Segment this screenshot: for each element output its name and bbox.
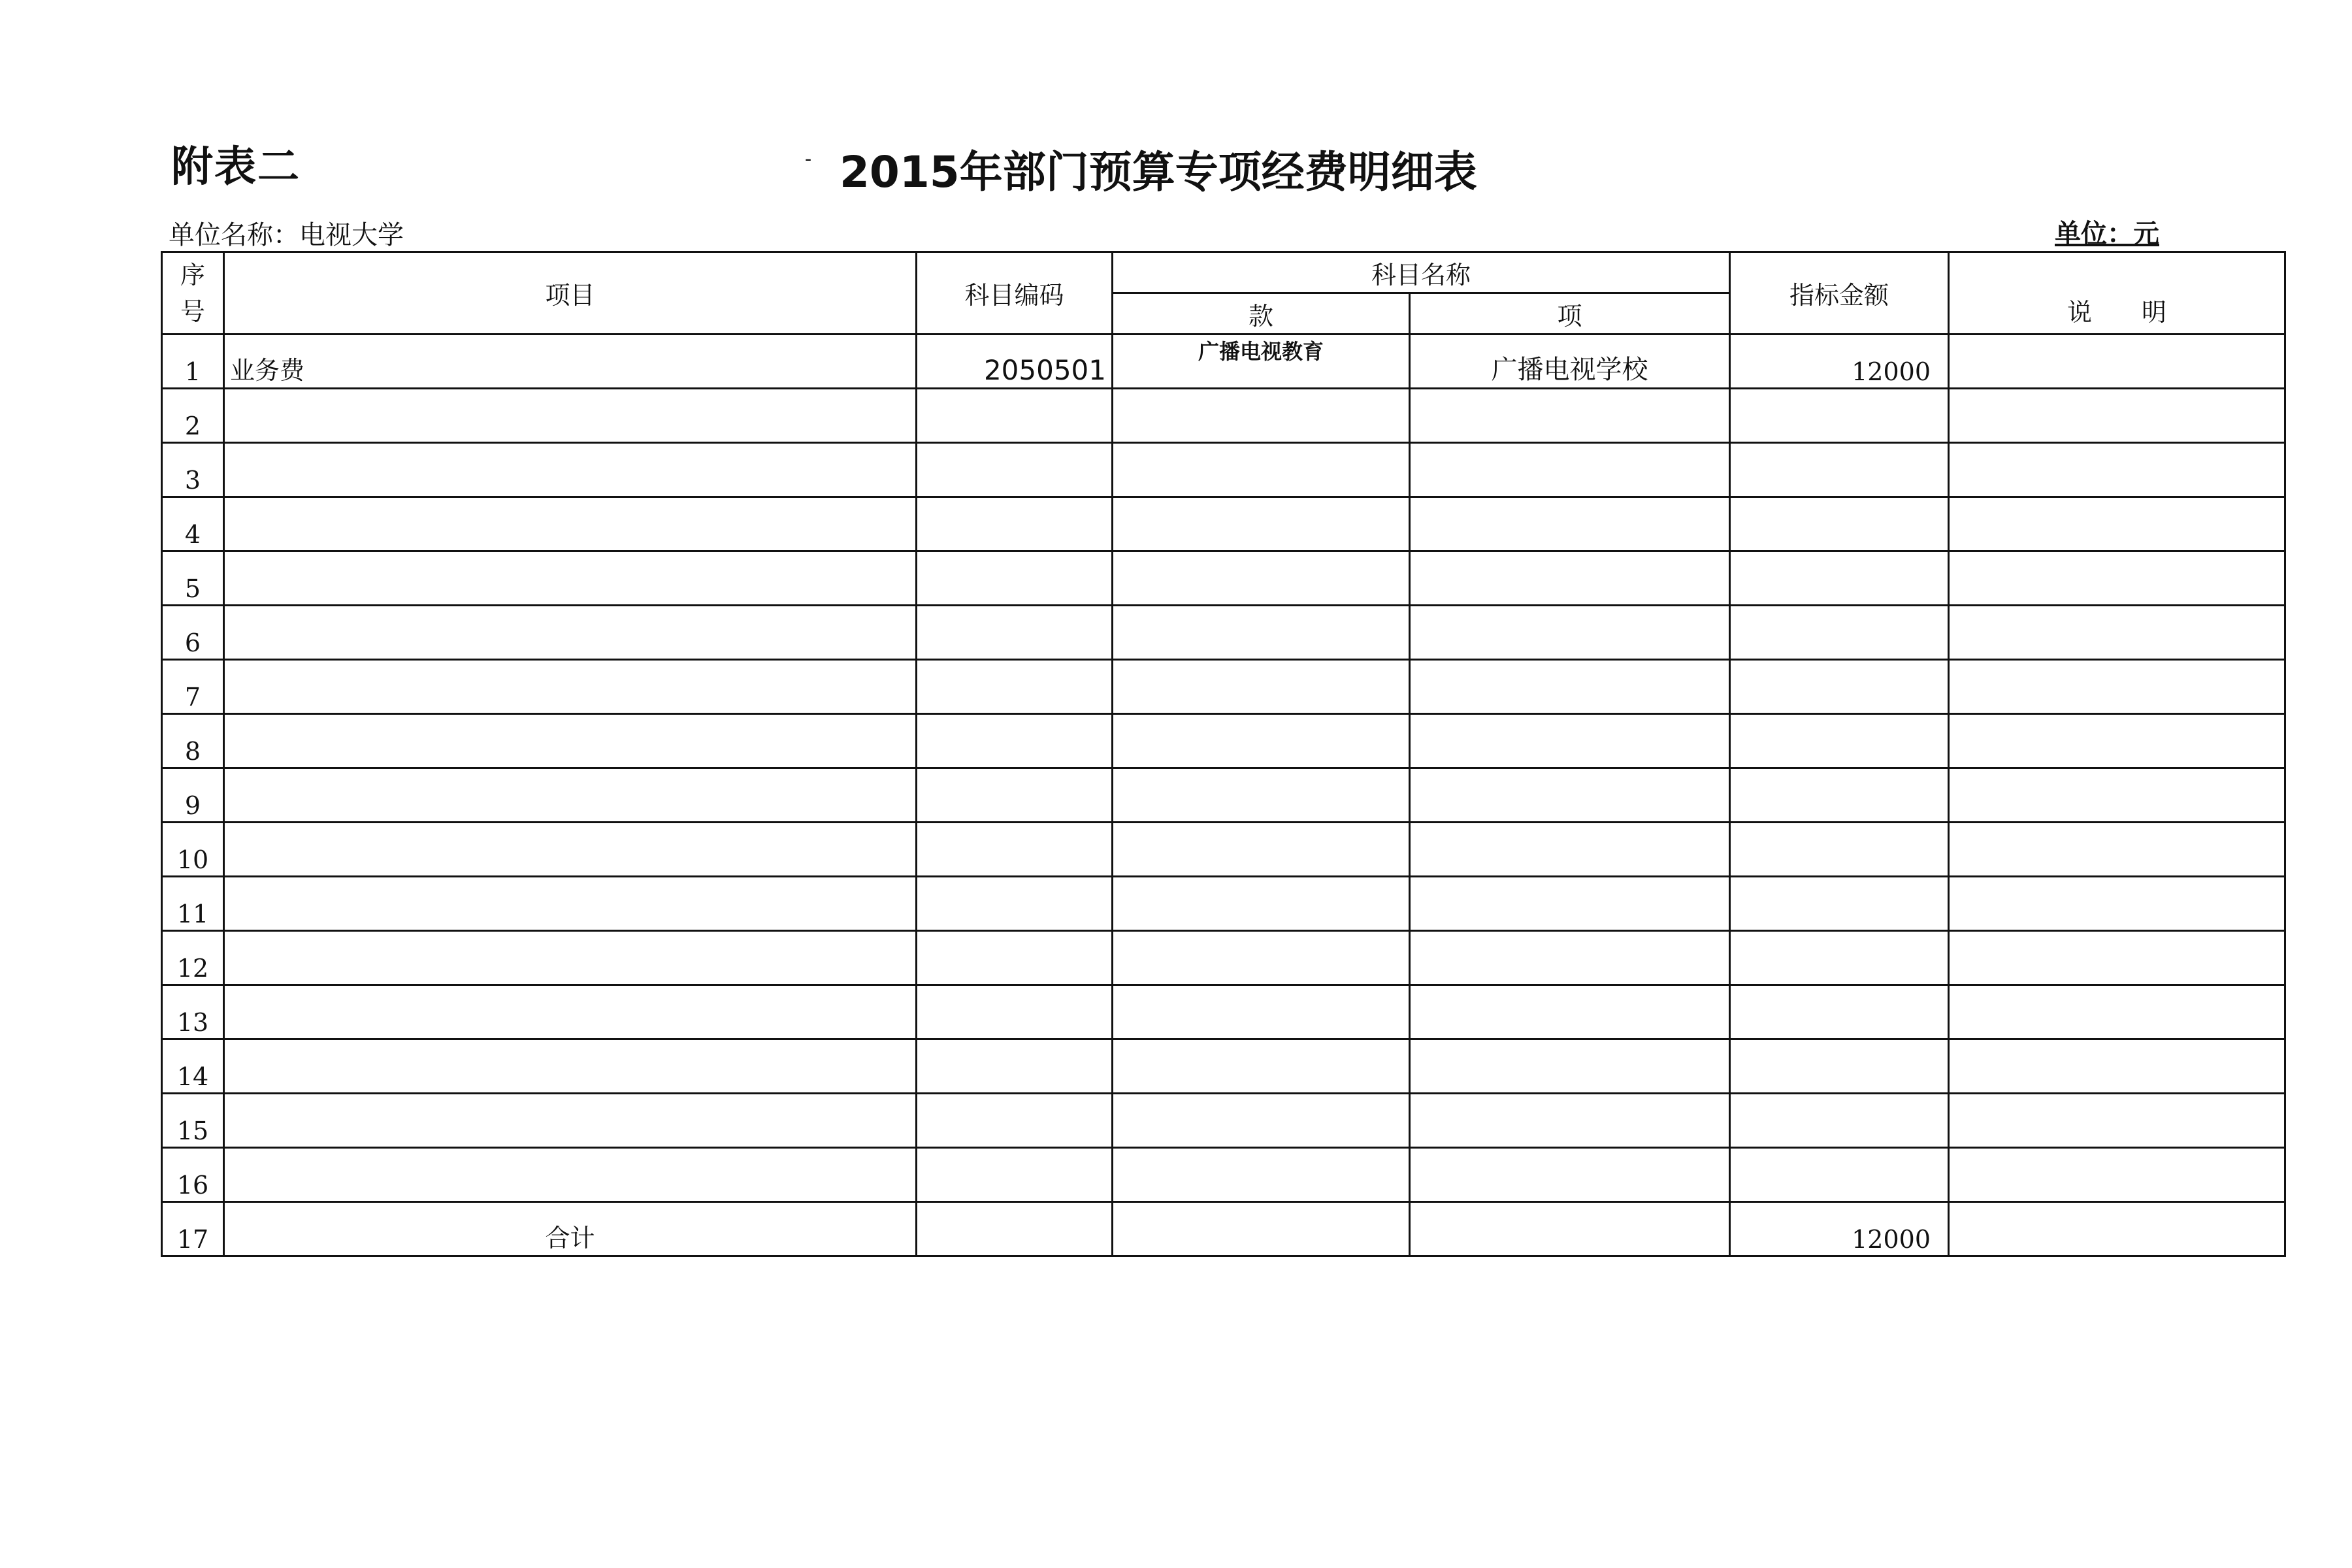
- item-cell: [224, 931, 917, 985]
- header-row: [162, 252, 2285, 293]
- item-cell: [224, 877, 917, 931]
- currency-unit: 单位：元: [2055, 218, 2159, 249]
- header-seq: [162, 252, 224, 335]
- xiang-cell: [1410, 443, 1730, 497]
- amount-cell: [1730, 389, 1949, 443]
- amount-cell: [1730, 877, 1949, 931]
- table-row: [162, 1039, 2285, 1094]
- kuan-cell: [1113, 443, 1410, 497]
- page-title: 2015年部门预算专项经费明细表: [840, 147, 1477, 197]
- table-row: [162, 985, 2285, 1039]
- amount-cell: [1730, 714, 1949, 768]
- seq-cell: 15: [162, 1094, 224, 1148]
- note-cell: [1949, 335, 2285, 389]
- item-cell: [224, 1094, 917, 1148]
- note-cell: [1949, 1094, 2285, 1148]
- note-cell: [1949, 606, 2285, 660]
- code-cell: [917, 931, 1113, 985]
- note-cell: [1949, 551, 2285, 606]
- code-cell: [917, 1148, 1113, 1202]
- amount-cell: [1730, 768, 1949, 823]
- total-kuan: [1113, 1202, 1410, 1256]
- total-code: [917, 1202, 1113, 1256]
- seq-cell: 9: [162, 768, 224, 823]
- xiang-cell: [1410, 551, 1730, 606]
- amount-cell: [1730, 985, 1949, 1039]
- header-kuan: 款: [1113, 293, 1410, 335]
- amount-cell: [1730, 497, 1949, 551]
- seq-cell: 14: [162, 1039, 224, 1094]
- code-cell: [917, 606, 1113, 660]
- kuan-cell: [1113, 714, 1410, 768]
- header-amount: 指标金额: [1730, 252, 1949, 335]
- item-cell: [224, 389, 917, 443]
- xiang-cell: [1410, 768, 1730, 823]
- seq-cell: 5: [162, 551, 224, 606]
- note-cell: [1949, 877, 2285, 931]
- code-cell: [917, 823, 1113, 877]
- header-subject-name: 科目名称: [1113, 252, 1730, 293]
- seq-cell: 1: [162, 335, 224, 389]
- note-cell: [1949, 443, 2285, 497]
- amount-cell: [1730, 823, 1949, 877]
- note-cell: [1949, 497, 2285, 551]
- amount-cell: [1730, 1039, 1949, 1094]
- seq-cell: 4: [162, 497, 224, 551]
- header-item: 项目: [224, 252, 917, 335]
- header-xiang: 项: [1410, 293, 1730, 335]
- item-cell: [224, 714, 917, 768]
- table-row: [162, 497, 2285, 551]
- code-cell: [917, 714, 1113, 768]
- code-cell: [917, 443, 1113, 497]
- item-cell: [224, 985, 917, 1039]
- kuan-cell: [1113, 1148, 1410, 1202]
- item-cell: 业务费: [224, 335, 917, 389]
- header-seq-bottom: 号: [180, 297, 205, 326]
- header-seq-top: 序: [180, 260, 205, 289]
- xiang-cell: 广播电视学校: [1410, 335, 1730, 389]
- table-row: [162, 389, 2285, 443]
- table-row: [162, 877, 2285, 931]
- kuan-cell: [1113, 551, 1410, 606]
- xiang-cell: [1410, 877, 1730, 931]
- kuan-cell: [1113, 823, 1410, 877]
- table-row: [162, 551, 2285, 606]
- code-cell: [917, 985, 1113, 1039]
- table-row: [162, 660, 2285, 714]
- note-cell: [1949, 985, 2285, 1039]
- note-cell: [1949, 389, 2285, 443]
- amount-cell: 12000: [1730, 335, 1949, 389]
- table-row: [162, 1094, 2285, 1148]
- code-cell: [917, 768, 1113, 823]
- table-row: [162, 443, 2285, 497]
- table-row: [162, 823, 2285, 877]
- table-row: [162, 931, 2285, 985]
- kuan-cell: 广播电视教育: [1113, 335, 1410, 389]
- table-row: [162, 335, 2285, 389]
- seq-cell: 7: [162, 660, 224, 714]
- xiang-cell: [1410, 606, 1730, 660]
- code-cell: [917, 551, 1113, 606]
- xiang-cell: [1410, 1039, 1730, 1094]
- kuan-cell: [1113, 931, 1410, 985]
- item-cell: [224, 606, 917, 660]
- seq-cell: 6: [162, 606, 224, 660]
- total-seq: 17: [162, 1202, 224, 1256]
- kuan-cell: [1113, 389, 1410, 443]
- table-row: [162, 714, 2285, 768]
- item-cell: [224, 443, 917, 497]
- note-cell: [1949, 1039, 2285, 1094]
- xiang-cell: [1410, 823, 1730, 877]
- attachment-label: 附表二: [171, 143, 301, 191]
- table-row: [162, 768, 2285, 823]
- budget-table: [161, 251, 2286, 1257]
- amount-cell: [1730, 1094, 1949, 1148]
- xiang-cell: [1410, 497, 1730, 551]
- seq-cell: 8: [162, 714, 224, 768]
- item-cell: [224, 497, 917, 551]
- item-cell: [224, 551, 917, 606]
- header-subject-code: 科目编码: [917, 252, 1113, 335]
- kuan-cell: [1113, 985, 1410, 1039]
- item-cell: [224, 823, 917, 877]
- seq-cell: 11: [162, 877, 224, 931]
- seq-cell: 10: [162, 823, 224, 877]
- seq-cell: 2: [162, 389, 224, 443]
- note-cell: [1949, 660, 2285, 714]
- total-label: 合计: [224, 1202, 917, 1256]
- amount-cell: [1730, 551, 1949, 606]
- kuan-cell: [1113, 660, 1410, 714]
- amount-cell: [1730, 1148, 1949, 1202]
- title-mark: -: [805, 148, 812, 171]
- code-cell: [917, 877, 1113, 931]
- kuan-cell: [1113, 606, 1410, 660]
- amount-cell: [1730, 660, 1949, 714]
- code-cell: [917, 497, 1113, 551]
- seq-cell: 12: [162, 931, 224, 985]
- header-note-label: 说 明: [2067, 298, 2167, 327]
- code-cell: [917, 1094, 1113, 1148]
- item-cell: [224, 768, 917, 823]
- amount-cell: [1730, 931, 1949, 985]
- seq-cell: 3: [162, 443, 224, 497]
- total-amount: 12000: [1730, 1202, 1949, 1256]
- note-cell: [1949, 714, 2285, 768]
- xiang-cell: [1410, 985, 1730, 1039]
- code-cell: [917, 389, 1113, 443]
- header-note: [1949, 252, 2285, 335]
- xiang-cell: [1410, 714, 1730, 768]
- seq-cell: 16: [162, 1148, 224, 1202]
- item-cell: [224, 660, 917, 714]
- total-row: [162, 1202, 2285, 1256]
- seq-cell: 13: [162, 985, 224, 1039]
- kuan-cell: [1113, 497, 1410, 551]
- note-cell: [1949, 1148, 2285, 1202]
- xiang-cell: [1410, 1148, 1730, 1202]
- table-row: [162, 606, 2285, 660]
- kuan-cell: [1113, 1094, 1410, 1148]
- item-cell: [224, 1039, 917, 1094]
- item-cell: [224, 1148, 917, 1202]
- code-cell: [917, 660, 1113, 714]
- xiang-cell: [1410, 660, 1730, 714]
- table-row: [162, 1148, 2285, 1202]
- kuan-cell: [1113, 877, 1410, 931]
- xiang-cell: [1410, 389, 1730, 443]
- xiang-cell: [1410, 931, 1730, 985]
- note-cell: [1949, 931, 2285, 985]
- amount-cell: [1730, 606, 1949, 660]
- note-cell: [1949, 823, 2285, 877]
- code-cell: 2050501: [917, 335, 1113, 389]
- unit-name: 单位名称：电视大学: [169, 220, 404, 250]
- kuan-cell: [1113, 768, 1410, 823]
- code-cell: [917, 1039, 1113, 1094]
- total-note: [1949, 1202, 2285, 1256]
- note-cell: [1949, 768, 2285, 823]
- amount-cell: [1730, 443, 1949, 497]
- kuan-cell: [1113, 1039, 1410, 1094]
- xiang-cell: [1410, 1094, 1730, 1148]
- total-xiang: [1410, 1202, 1730, 1256]
